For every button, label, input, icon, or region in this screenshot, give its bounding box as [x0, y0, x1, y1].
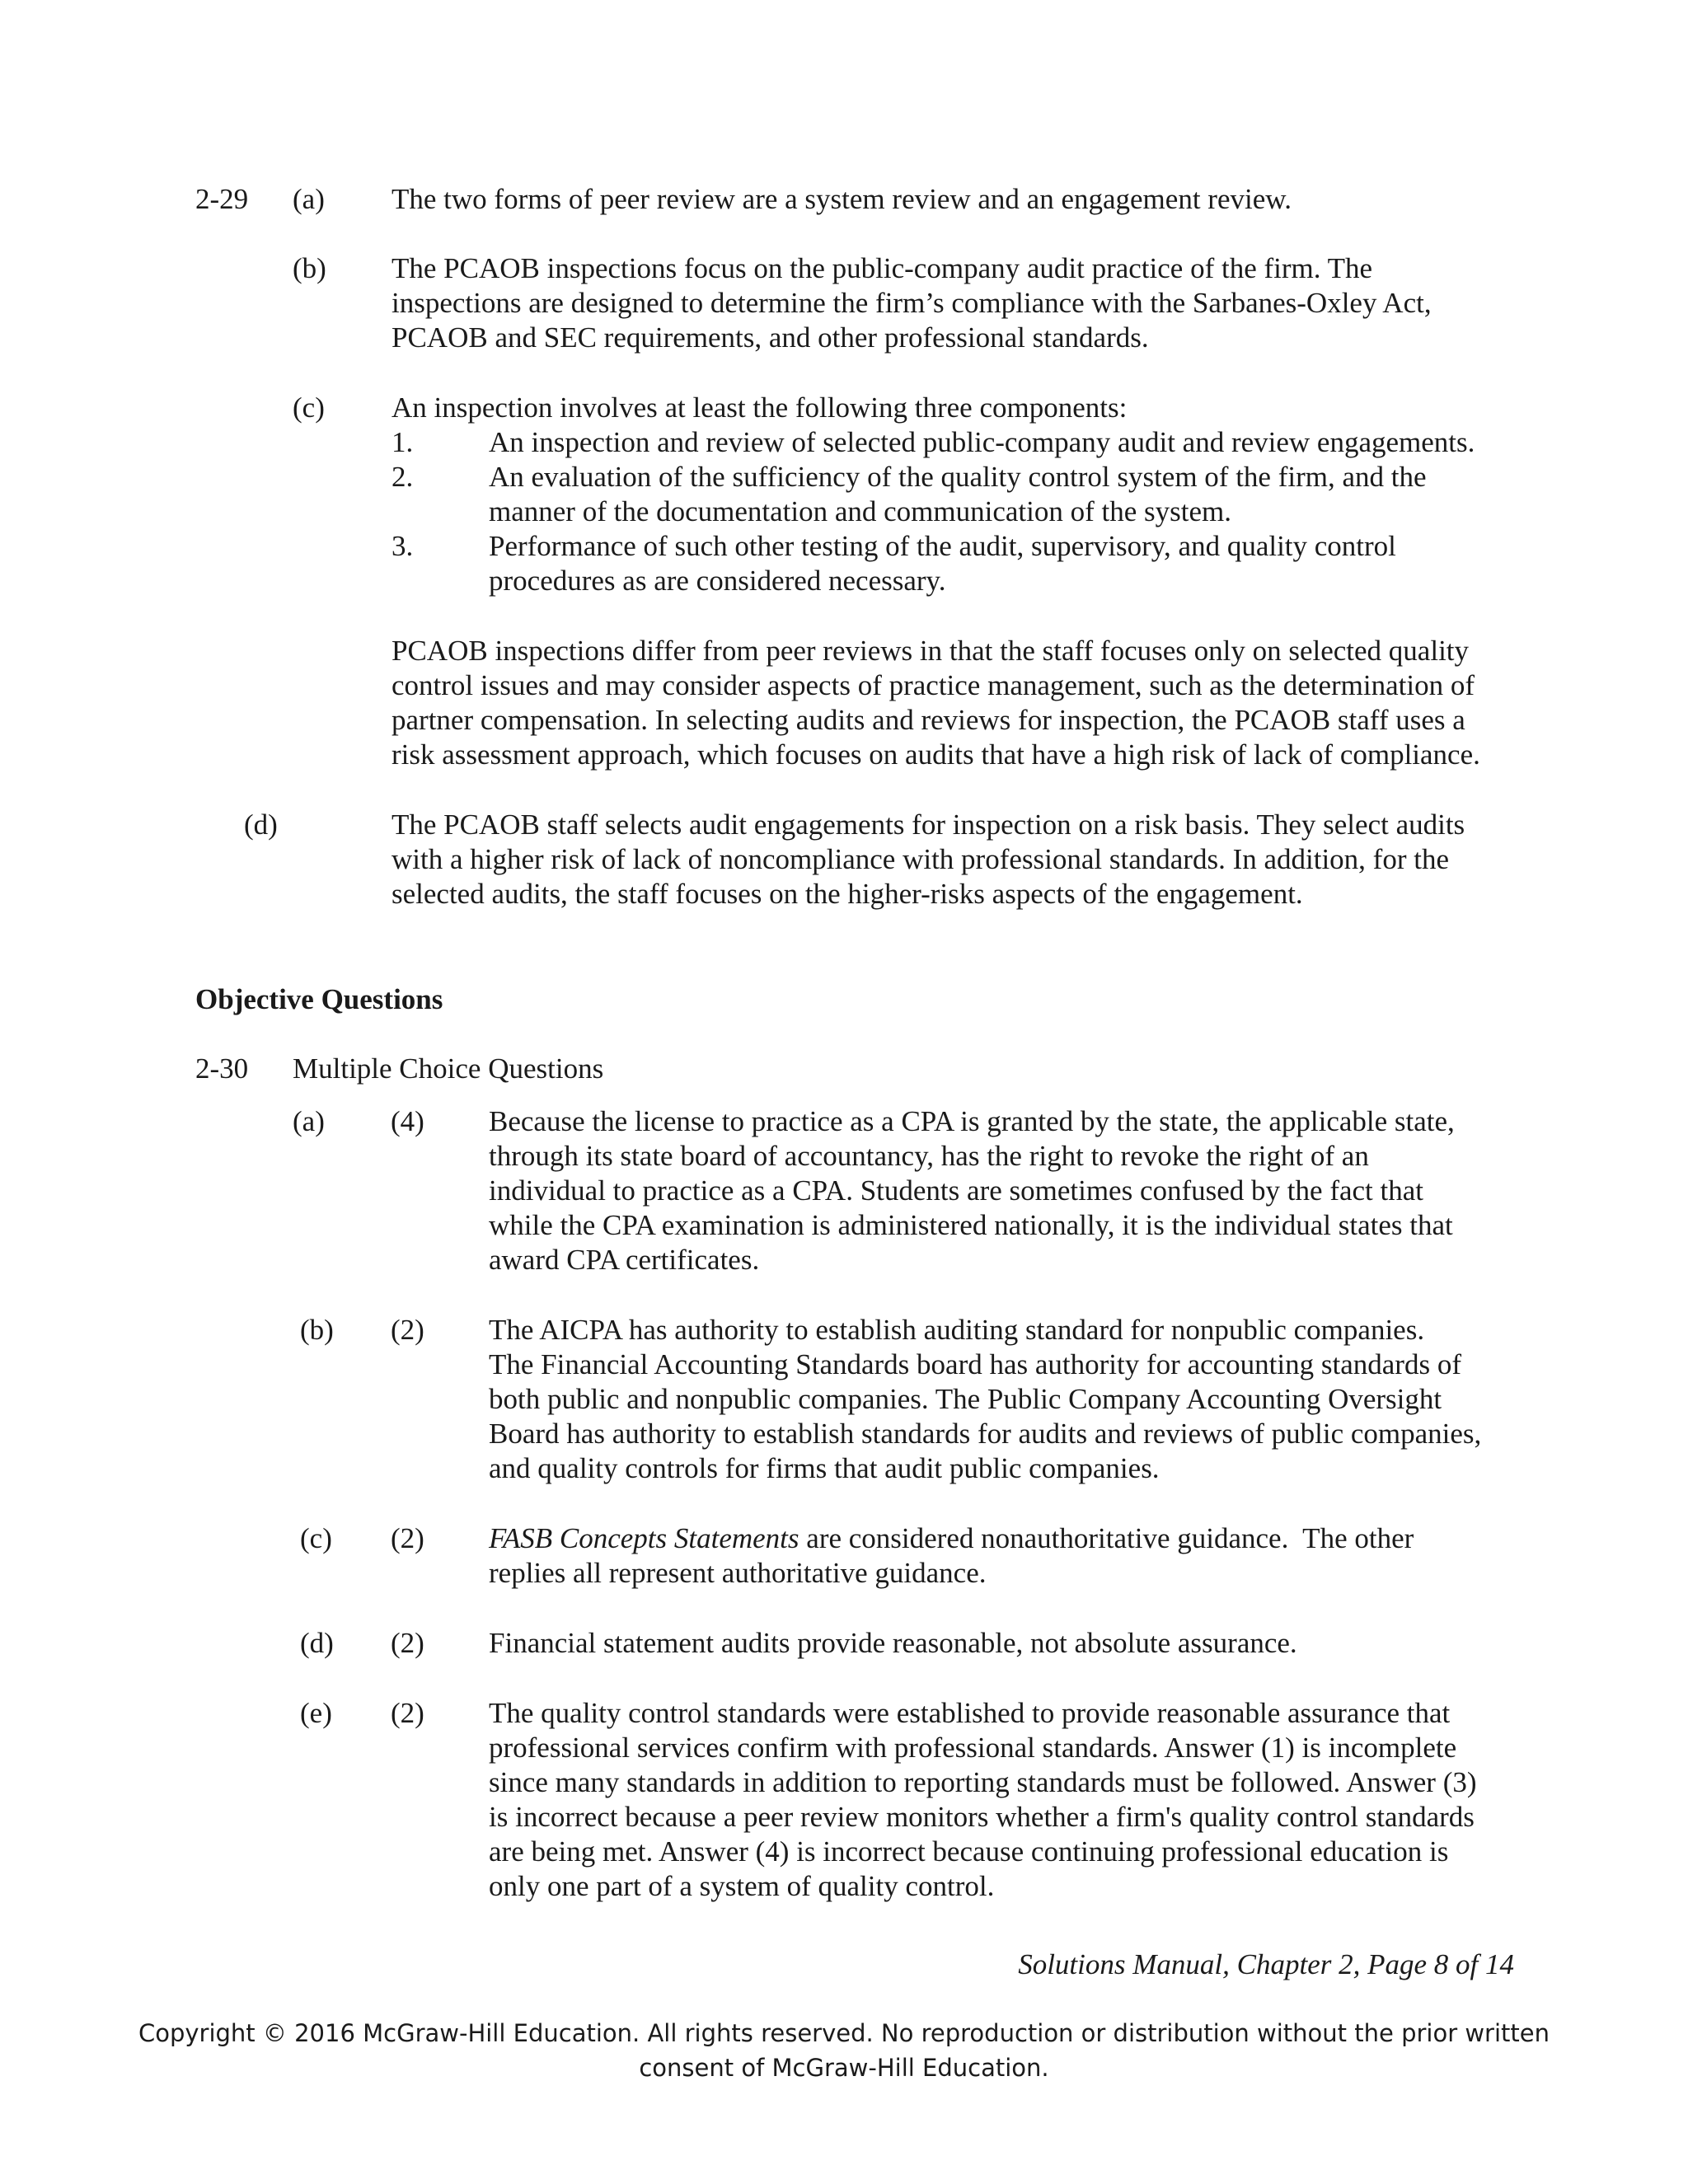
section-heading: Objective Questions	[195, 983, 443, 1015]
part-a-text: The two forms of peer review are a system review and an engagement review.	[392, 183, 1292, 215]
answer-line: professional services confirm with professional standards. Answer (1) is incomplete	[489, 1732, 1457, 1764]
answer-line: replies all represent authoritative guidance.	[489, 1557, 987, 1589]
answer-line: Because the license to practice as a CPA is granted by the state, the applicable state,	[489, 1105, 1455, 1137]
list-item-line: An evaluation of the sufficiency of the quality control system of the firm, and the	[489, 461, 1427, 493]
answer-line: are being met. Answer (4) is incorrect because continuing professional education is	[489, 1835, 1449, 1868]
answer-choice: (2)	[391, 1522, 424, 1554]
part-b-line: inspections are designed to determine the firm’s compliance with the Sarbanes-Oxley Act,	[392, 287, 1432, 319]
answer-line: since many standards in addition to reporting standards must be followed. Answer (3)	[489, 1766, 1477, 1798]
page-footer: Solutions Manual, Chapter 2, Page 8 of 14	[1018, 1948, 1514, 1980]
question-number-2-29: 2-29	[195, 183, 249, 215]
answer-line: is incorrect because a peer review monitors whether a firm's quality control standards	[489, 1801, 1475, 1833]
list-item-line: manner of the documentation and communication of the system.	[489, 495, 1232, 527]
part-d-line: selected audits, the staff focuses on the higher-risks aspects of the engagement.	[392, 878, 1303, 910]
part-c-paragraph-line: control issues and may consider aspects of practice management, such as the determination of	[392, 669, 1475, 701]
copyright-line: consent of McGraw-Hill Education.	[639, 2054, 1049, 2082]
answer-label: (b)	[300, 1314, 334, 1346]
answer-label: (c)	[300, 1522, 332, 1554]
copyright-line: Copyright © 2016 McGraw-Hill Education. All rights reserved. No reproduction or distribution without the prior written	[138, 2019, 1550, 2047]
answer-line: through its state board of accountancy, has the right to revoke the right of an	[489, 1140, 1369, 1172]
answer-line: The Financial Accounting Standards board has authority for accounting standards of	[489, 1348, 1461, 1380]
part-b-label: (b)	[293, 252, 326, 284]
answer-choice: (4)	[391, 1105, 424, 1137]
answer-choice: (2)	[391, 1627, 424, 1659]
answer-line: both public and nonpublic companies. The Public Company Accounting Oversight	[489, 1383, 1442, 1415]
italic-title: FASB Concepts Statements	[489, 1522, 799, 1554]
part-d-line: with a higher risk of lack of noncompliance with professional standards. In addition, for the	[392, 843, 1450, 875]
answer-label: (e)	[300, 1697, 332, 1729]
answer-line	[489, 1521, 1414, 1556]
answer-line: award CPA certificates.	[489, 1244, 760, 1276]
part-b-line: The PCAOB inspections focus on the public-company audit practice of the firm. The	[392, 252, 1373, 284]
part-c-paragraph-line: partner compensation. In selecting audits and reviews for inspection, the PCAOB staff uses a	[392, 704, 1465, 736]
answer-line: Financial statement audits provide reasonable, not absolute assurance.	[489, 1627, 1297, 1659]
answer-choice: (2)	[391, 1697, 424, 1729]
question-title: Multiple Choice Questions	[293, 1052, 604, 1085]
answer-label: (a)	[293, 1105, 325, 1137]
part-c-paragraph-line: risk assessment approach, which focuses on audits that have a high risk of lack of compliance.	[392, 738, 1480, 771]
answer-line: The AICPA has authority to establish auditing standard for nonpublic companies.	[489, 1314, 1425, 1346]
list-item-number: 1.	[392, 426, 414, 458]
answer-line: while the CPA examination is administered nationally, it is the individual states that	[489, 1209, 1453, 1241]
answer-label: (d)	[300, 1627, 334, 1659]
list-item-number: 2.	[392, 461, 414, 493]
answer-line: The quality control standards were established to provide reasonable assurance that	[489, 1697, 1451, 1729]
answer-line-rest: are considered nonauthoritative guidance. The other	[799, 1522, 1414, 1554]
list-item-line: procedures as are considered necessary.	[489, 565, 946, 597]
answer-line: and quality controls for firms that audit public companies.	[489, 1452, 1160, 1484]
part-c-intro: An inspection involves at least the following three components:	[392, 391, 1128, 424]
part-b-line: PCAOB and SEC requirements, and other professional standards.	[392, 321, 1149, 354]
part-d-line: The PCAOB staff selects audit engagements for inspection on a risk basis. They select audits	[392, 808, 1465, 841]
question-number-2-30: 2-30	[195, 1052, 249, 1085]
list-item-number: 3.	[392, 530, 414, 562]
part-c-paragraph-line: PCAOB inspections differ from peer reviews in that the staff focuses only on selected quality	[392, 635, 1470, 667]
part-a-label: (a)	[293, 183, 325, 215]
list-item-line: Performance of such other testing of the audit, supervisory, and quality control	[489, 530, 1396, 562]
answer-choice: (2)	[391, 1314, 424, 1346]
answer-line: Board has authority to establish standards for audits and reviews of public companies,	[489, 1418, 1482, 1450]
list-item-line: An inspection and review of selected public-company audit and review engagements.	[489, 426, 1475, 458]
part-c-label: (c)	[293, 391, 325, 424]
answer-line: individual to practice as a CPA. Students are sometimes confused by the fact that	[489, 1174, 1423, 1207]
answer-line: only one part of a system of quality control.	[489, 1870, 995, 1902]
part-d-label: (d)	[244, 808, 278, 841]
